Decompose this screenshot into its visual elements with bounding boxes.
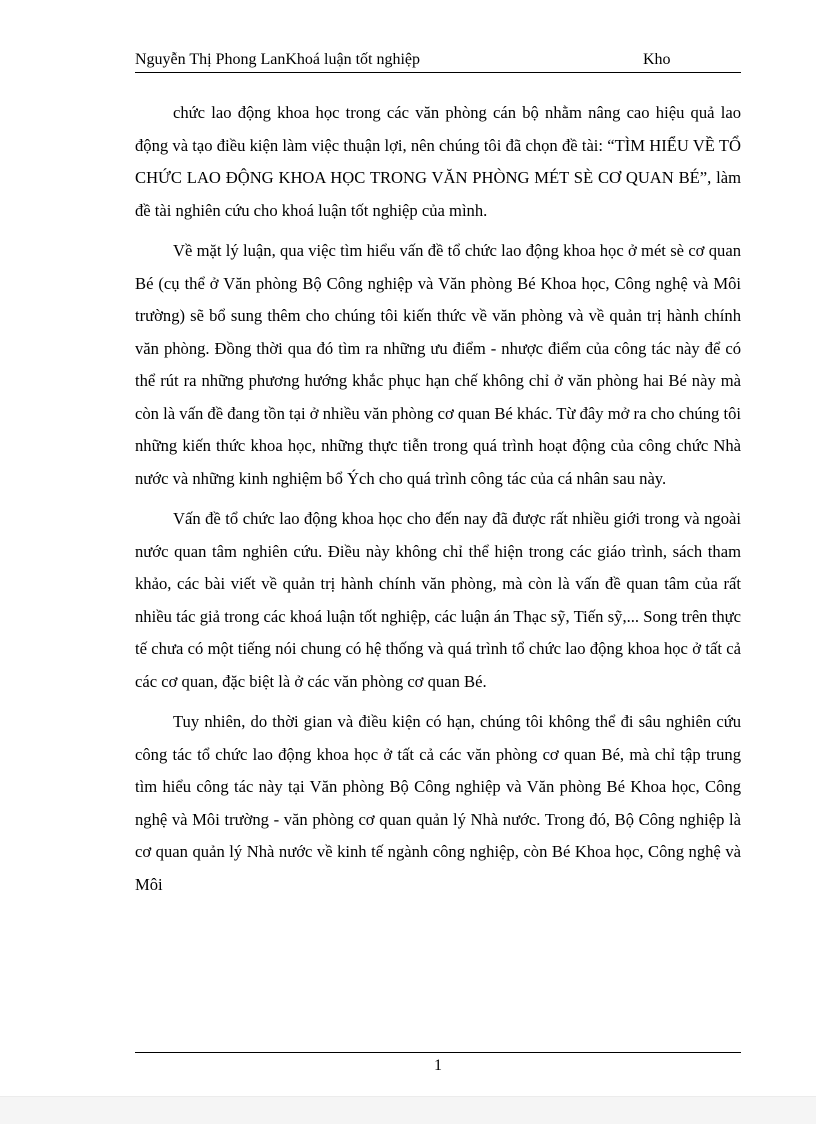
page-bottom-strip [0,1096,816,1124]
header-overflow-text: Kho [643,51,671,68]
body-text [135,97,741,909]
footer-rule [135,1052,741,1053]
page-number: 1 [434,1057,442,1074]
paragraph-3: Vấn đề tổ chức lao động khoa học cho đến nay đã được rất nhiều giới trong và ngoài nước quan tâm nghiên cứu. Điều này không chỉ thể hiện trong các giáo trình, sách tham khảo, các bài viết về quản trị hành chính văn phòng, mà còn là vấn đề quan tâm của rất nhiều tác giả trong các khoá luận tốt nghiệp, các luận án Thạc sỹ, Tiến sỹ,... Song trên thực tế chưa có một tiếng nói chung có hệ thống và quá trình tổ chức lao động khoa học ở tất cả các cơ quan, đặc biệt là ở các văn phòng cơ quan Bé. [135,509,741,691]
header-author-title: Nguyễn Thị Phong LanKhoá luận tốt nghiệp [135,51,420,68]
paragraph-4: Tuy nhiên, do thời gian và điều kiện có hạn, chúng tôi không thể đi sâu nghiên cứu công tác tổ chức lao động khoa học ở tất cả các văn phòng cơ quan Bé, mà chỉ tập trung tìm hiểu công tác này tại Văn phòng Bộ Công nghiệp và Văn phòng Bé Khoa học, Công nghệ và Môi trường - văn phòng cơ quan quản lý Nhà nước. Trong đó, Bộ Công nghiệp là cơ quan quản lý Nhà nước về kinh tế ngành công nghiệp, còn Bé Khoa học, Công nghệ và Môi [135,712,741,894]
paragraph-2: Về mặt lý luận, qua việc tìm hiểu vấn đề tổ chức lao động khoa học ở mét sè cơ quan Bé (cụ thể ở Văn phòng Bộ Công nghiệp và Văn phòng Bé Khoa học, Công nghệ và Môi trường) sẽ bổ sung thêm cho chúng tôi kiến thức về văn phòng và về quản trị hành chính văn phòng. Đồng thời qua đó tìm ra những ưu điểm - nhược điểm của công tác này để có thể rút ra những phương hướng khắc phục hạn chế không chỉ ở văn phòng hai Bé này mà còn là vấn đề đang tồn tại ở nhiều văn phòng cơ quan Bé khác. Từ đây mở ra cho chúng tôi những kiến thức khoa học, những thực tiễn trong quá trình hoạt động của công chức Nhà nước và những kinh nghiệm bổ Ých cho quá trình công tác của cá nhân sau này. [135,241,741,488]
paragraph-1: chức lao động khoa học trong các văn phòng cán bộ nhằm nâng cao hiệu quả lao động và tạo điều kiện làm việc thuận lợi, nên chúng tôi đã chọn đề tài: “TÌM HIỂU VỀ TỔ CHỨC LAO ĐỘNG KHOA HỌC TRONG VĂN PHÒNG MÉT SÈ CƠ QUAN BÉ”, làm đề tài nghiên cứu cho khoá luận tốt nghiệp của mình. [135,103,741,220]
